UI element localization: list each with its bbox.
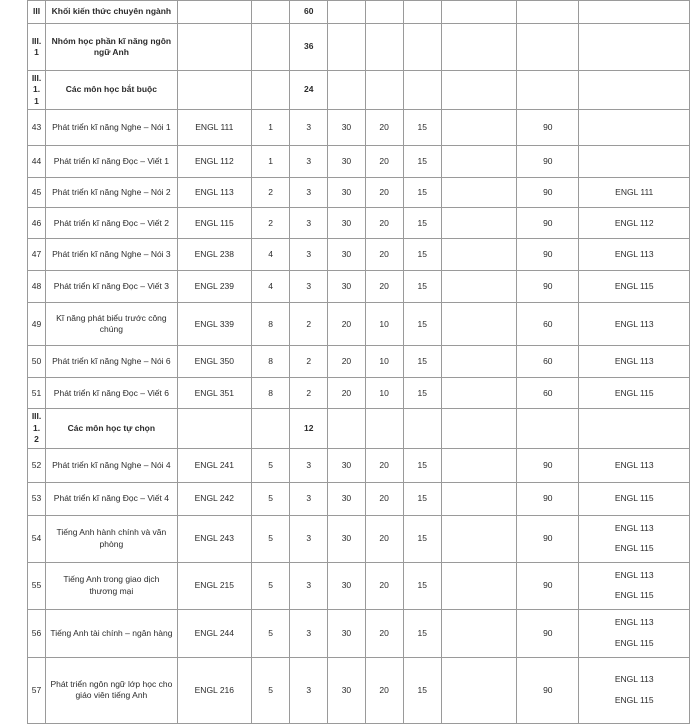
cell-ten-hoc-phan: Tiếng Anh tài chính – ngân hàng: [46, 609, 178, 657]
cell-cot-trong: [441, 378, 516, 409]
cell-tong-so-tiet: [517, 409, 579, 448]
prerequisite-list: [582, 493, 686, 504]
cell-tu-hoc: 15: [403, 346, 441, 378]
cell-tu-hoc: 15: [403, 657, 441, 723]
cell-hoc-ky: 8: [252, 378, 290, 409]
cell-hoc-phan-tien-quyet: [579, 657, 690, 723]
cell-ly-thuyet: 30: [328, 208, 365, 239]
cell-hoc-ky: 5: [252, 482, 290, 515]
cell-hoc-phan-tien-quyet: [579, 378, 690, 409]
cell-ma-hoc-phan: ENGL 242: [177, 482, 251, 515]
table-row: [28, 609, 690, 657]
cell-so-thu-tu: 44: [28, 146, 46, 178]
cell-hoc-ky: 4: [252, 239, 290, 271]
cell-hoc-ky: 2: [252, 178, 290, 208]
cell-ma-hoc-phan: ENGL 238: [177, 239, 251, 271]
cell-tu-hoc: [403, 1, 441, 24]
cell-tu-hoc: 15: [403, 146, 441, 178]
cell-tu-hoc: 15: [403, 609, 441, 657]
cell-ma-hoc-phan: ENGL 350: [177, 346, 251, 378]
cell-ten-hoc-phan: Các môn học bắt buộc: [46, 71, 178, 110]
cell-ly-thuyet: 30: [328, 482, 365, 515]
cell-thuc-hanh: [365, 1, 403, 24]
cell-so-tin-chi: 2: [290, 303, 328, 346]
prerequisite-code: ENGL 115: [614, 493, 654, 504]
cell-ten-hoc-phan: Tiếng Anh trong giao dịch thương mại: [46, 562, 178, 609]
cell-so-thu-tu: 52: [28, 448, 46, 482]
cell-ten-hoc-phan: Tiếng Anh hành chính và văn phòng: [46, 515, 178, 562]
cell-ten-hoc-phan: Phát triển kĩ năng Đọc – Viết 6: [46, 378, 178, 409]
cell-hoc-ky: [252, 1, 290, 24]
cell-cot-trong: [441, 271, 516, 303]
cell-ma-hoc-phan: ENGL 241: [177, 448, 251, 482]
cell-so-tin-chi: 3: [290, 448, 328, 482]
cell-ten-hoc-phan: Phát triển kĩ năng Đọc – Viết 1: [46, 146, 178, 178]
prerequisite-list: [582, 674, 686, 706]
cell-so-thu-tu: 46: [28, 208, 46, 239]
cell-so-thu-tu: 55: [28, 562, 46, 609]
cell-so-thu-tu: III.1.1: [28, 71, 46, 110]
cell-cot-trong: [441, 482, 516, 515]
prerequisite-code: ENGL 115: [614, 590, 654, 601]
prerequisite-code: ENGL 113: [614, 617, 654, 628]
cell-thuc-hanh: [365, 71, 403, 110]
cell-thuc-hanh: 20: [365, 271, 403, 303]
table-row: [28, 378, 690, 409]
cell-ten-hoc-phan: Phát triển ngôn ngữ lớp học cho giáo viên tiếng Anh: [46, 657, 178, 723]
cell-so-thu-tu: 56: [28, 609, 46, 657]
cell-hoc-ky: 2: [252, 208, 290, 239]
cell-so-tin-chi: 3: [290, 146, 328, 178]
cell-ly-thuyet: [328, 409, 365, 448]
cell-hoc-ky: 5: [252, 562, 290, 609]
cell-tong-so-tiet: 90: [517, 146, 579, 178]
cell-hoc-phan-tien-quyet: [579, 346, 690, 378]
cell-cot-trong: [441, 24, 516, 71]
prerequisite-list: [582, 319, 686, 330]
cell-so-thu-tu: 48: [28, 271, 46, 303]
table-body: [28, 1, 690, 724]
cell-cot-trong: [441, 1, 516, 24]
cell-tong-so-tiet: 90: [517, 657, 579, 723]
cell-ly-thuyet: [328, 71, 365, 110]
cell-thuc-hanh: 20: [365, 208, 403, 239]
cell-ma-hoc-phan: ENGL 111: [177, 110, 251, 146]
cell-tong-so-tiet: 90: [517, 482, 579, 515]
prerequisite-list: [582, 249, 686, 260]
cell-ly-thuyet: 30: [328, 515, 365, 562]
cell-ma-hoc-phan: ENGL 244: [177, 609, 251, 657]
cell-hoc-phan-tien-quyet: [579, 71, 690, 110]
cell-ly-thuyet: [328, 1, 365, 24]
cell-ten-hoc-phan: Phát triển kĩ năng Đọc – Viết 3: [46, 271, 178, 303]
table-row: [28, 208, 690, 239]
cell-ma-hoc-phan: ENGL 339: [177, 303, 251, 346]
cell-tong-so-tiet: 90: [517, 562, 579, 609]
cell-cot-trong: [441, 208, 516, 239]
cell-tong-so-tiet: [517, 24, 579, 71]
cell-tong-so-tiet: 90: [517, 271, 579, 303]
cell-cot-trong: [441, 609, 516, 657]
prerequisite-code: ENGL 113: [614, 522, 654, 533]
cell-thuc-hanh: 10: [365, 303, 403, 346]
cell-so-tin-chi: 3: [290, 482, 328, 515]
prerequisite-code: ENGL 115: [614, 637, 654, 648]
cell-so-thu-tu: 49: [28, 303, 46, 346]
table-row-section: [28, 71, 690, 110]
cell-ly-thuyet: 20: [328, 378, 365, 409]
cell-tong-so-tiet: 90: [517, 515, 579, 562]
cell-ten-hoc-phan: Khối kiến thức chuyên ngành: [46, 1, 178, 24]
cell-tong-so-tiet: 60: [517, 346, 579, 378]
table-row: [28, 346, 690, 378]
cell-hoc-phan-tien-quyet: [579, 110, 690, 146]
cell-so-thu-tu: 50: [28, 346, 46, 378]
cell-hoc-ky: 5: [252, 609, 290, 657]
cell-so-tin-chi: 3: [290, 657, 328, 723]
prerequisite-code: ENGL 115: [614, 543, 654, 554]
cell-tu-hoc: 15: [403, 562, 441, 609]
prerequisite-list: [582, 617, 686, 649]
table-row-section: [28, 1, 690, 24]
cell-tu-hoc: 15: [403, 482, 441, 515]
cell-ma-hoc-phan: [177, 71, 251, 110]
cell-cot-trong: [441, 110, 516, 146]
cell-cot-trong: [441, 657, 516, 723]
cell-hoc-ky: 4: [252, 271, 290, 303]
prerequisite-list: [582, 281, 686, 292]
cell-cot-trong: [441, 239, 516, 271]
table-row: [28, 303, 690, 346]
cell-thuc-hanh: 20: [365, 515, 403, 562]
cell-ten-hoc-phan: Kĩ năng phát biểu trước công chúng: [46, 303, 178, 346]
cell-ma-hoc-phan: [177, 409, 251, 448]
cell-so-tin-chi: 3: [290, 239, 328, 271]
cell-tu-hoc: 15: [403, 110, 441, 146]
cell-hoc-phan-tien-quyet: [579, 303, 690, 346]
cell-hoc-phan-tien-quyet: [579, 482, 690, 515]
cell-ma-hoc-phan: [177, 24, 251, 71]
cell-tong-so-tiet: 90: [517, 609, 579, 657]
prerequisite-code: ENGL 115: [614, 281, 654, 292]
cell-thuc-hanh: [365, 24, 403, 71]
cell-tu-hoc: 15: [403, 515, 441, 562]
cell-cot-trong: [441, 71, 516, 110]
prerequisite-list: [582, 218, 686, 229]
prerequisite-code: ENGL 111: [615, 187, 654, 198]
cell-hoc-ky: 1: [252, 146, 290, 178]
cell-thuc-hanh: 10: [365, 378, 403, 409]
prerequisite-list: [582, 356, 686, 367]
cell-hoc-ky: 5: [252, 657, 290, 723]
cell-so-thu-tu: 57: [28, 657, 46, 723]
cell-cot-trong: [441, 303, 516, 346]
cell-hoc-phan-tien-quyet: [579, 24, 690, 71]
cell-ly-thuyet: 20: [328, 346, 365, 378]
table-row-section: [28, 409, 690, 448]
cell-ly-thuyet: 30: [328, 562, 365, 609]
cell-hoc-ky: 1: [252, 110, 290, 146]
cell-tong-so-tiet: 90: [517, 110, 579, 146]
cell-ten-hoc-phan: Nhóm học phần kĩ năng ngôn ngữ Anh: [46, 24, 178, 71]
cell-tong-so-tiet: 90: [517, 239, 579, 271]
cell-so-thu-tu: 43: [28, 110, 46, 146]
cell-so-thu-tu: 47: [28, 239, 46, 271]
cell-tu-hoc: 15: [403, 303, 441, 346]
cell-tu-hoc: 15: [403, 448, 441, 482]
cell-ma-hoc-phan: ENGL 112: [177, 146, 251, 178]
cell-ly-thuyet: [328, 24, 365, 71]
cell-ma-hoc-phan: ENGL 243: [177, 515, 251, 562]
prerequisite-list: [582, 460, 686, 471]
prerequisite-code: ENGL 113: [614, 249, 654, 260]
cell-cot-trong: [441, 562, 516, 609]
cell-hoc-phan-tien-quyet: [579, 146, 690, 178]
cell-ly-thuyet: 30: [328, 110, 365, 146]
cell-ly-thuyet: 30: [328, 239, 365, 271]
cell-tong-so-tiet: [517, 1, 579, 24]
cell-thuc-hanh: 10: [365, 346, 403, 378]
prerequisite-list: [582, 523, 686, 555]
cell-hoc-ky: [252, 71, 290, 110]
cell-hoc-phan-tien-quyet: [579, 178, 690, 208]
table-row: [28, 178, 690, 208]
table-row: [28, 482, 690, 515]
cell-thuc-hanh: 20: [365, 482, 403, 515]
cell-thuc-hanh: 20: [365, 110, 403, 146]
cell-so-thu-tu: 54: [28, 515, 46, 562]
table-row: [28, 515, 690, 562]
cell-ly-thuyet: 30: [328, 178, 365, 208]
cell-hoc-phan-tien-quyet: [579, 239, 690, 271]
prerequisite-list: [582, 570, 686, 602]
cell-ten-hoc-phan: Phát triển kĩ năng Nghe – Nói 1: [46, 110, 178, 146]
cell-ma-hoc-phan: ENGL 239: [177, 271, 251, 303]
prerequisite-code: ENGL 113: [614, 356, 654, 367]
cell-thuc-hanh: 20: [365, 239, 403, 271]
cell-cot-trong: [441, 515, 516, 562]
cell-ten-hoc-phan: Phát triển kĩ năng Đọc – Viết 4: [46, 482, 178, 515]
table-row: [28, 146, 690, 178]
table-row: [28, 271, 690, 303]
cell-hoc-ky: 5: [252, 515, 290, 562]
table-row-section: [28, 24, 690, 71]
prerequisite-code: ENGL 113: [614, 459, 654, 470]
cell-so-tin-chi: 60: [290, 1, 328, 24]
cell-thuc-hanh: 20: [365, 448, 403, 482]
cell-cot-trong: [441, 448, 516, 482]
cell-hoc-phan-tien-quyet: [579, 271, 690, 303]
cell-tu-hoc: 15: [403, 208, 441, 239]
cell-tu-hoc: [403, 71, 441, 110]
cell-cot-trong: [441, 409, 516, 448]
cell-hoc-phan-tien-quyet: [579, 208, 690, 239]
cell-hoc-phan-tien-quyet: [579, 448, 690, 482]
table-row: [28, 657, 690, 723]
cell-so-tin-chi: 36: [290, 24, 328, 71]
cell-tu-hoc: 15: [403, 378, 441, 409]
cell-ly-thuyet: 30: [328, 448, 365, 482]
cell-thuc-hanh: 20: [365, 146, 403, 178]
cell-ma-hoc-phan: ENGL 113: [177, 178, 251, 208]
cell-ten-hoc-phan: Các môn học tự chọn: [46, 409, 178, 448]
cell-thuc-hanh: 20: [365, 178, 403, 208]
cell-ly-thuyet: 30: [328, 271, 365, 303]
cell-ly-thuyet: 30: [328, 609, 365, 657]
cell-tong-so-tiet: 90: [517, 178, 579, 208]
cell-ten-hoc-phan: Phát triển kĩ năng Nghe – Nói 4: [46, 448, 178, 482]
cell-so-thu-tu: 53: [28, 482, 46, 515]
cell-so-tin-chi: 12: [290, 409, 328, 448]
cell-so-tin-chi: 3: [290, 609, 328, 657]
cell-tu-hoc: [403, 409, 441, 448]
cell-so-tin-chi: 3: [290, 178, 328, 208]
cell-tu-hoc: 15: [403, 271, 441, 303]
curriculum-table: [27, 0, 690, 724]
cell-tu-hoc: 15: [403, 178, 441, 208]
table-row: [28, 239, 690, 271]
cell-ma-hoc-phan: ENGL 351: [177, 378, 251, 409]
cell-so-tin-chi: 3: [290, 110, 328, 146]
prerequisite-code: ENGL 112: [614, 217, 654, 228]
cell-so-thu-tu: III: [28, 1, 46, 24]
table-row: [28, 448, 690, 482]
cell-so-thu-tu: 45: [28, 178, 46, 208]
cell-thuc-hanh: 20: [365, 562, 403, 609]
cell-ly-thuyet: 30: [328, 146, 365, 178]
cell-so-tin-chi: 3: [290, 208, 328, 239]
cell-ten-hoc-phan: Phát triển kĩ năng Nghe – Nói 6: [46, 346, 178, 378]
cell-tu-hoc: [403, 24, 441, 71]
prerequisite-code: ENGL 113: [614, 569, 654, 580]
prerequisite-list: [582, 388, 686, 399]
cell-so-thu-tu: 51: [28, 378, 46, 409]
cell-tong-so-tiet: 90: [517, 448, 579, 482]
cell-hoc-ky: 5: [252, 448, 290, 482]
cell-ly-thuyet: 30: [328, 657, 365, 723]
cell-hoc-ky: 8: [252, 346, 290, 378]
cell-hoc-phan-tien-quyet: [579, 409, 690, 448]
cell-so-thu-tu: III.1: [28, 24, 46, 71]
cell-ma-hoc-phan: ENGL 115: [177, 208, 251, 239]
cell-hoc-phan-tien-quyet: [579, 515, 690, 562]
cell-tong-so-tiet: 60: [517, 303, 579, 346]
cell-so-tin-chi: 2: [290, 346, 328, 378]
cell-ma-hoc-phan: [177, 1, 251, 24]
cell-cot-trong: [441, 146, 516, 178]
cell-cot-trong: [441, 346, 516, 378]
table-row: [28, 110, 690, 146]
cell-thuc-hanh: 20: [365, 609, 403, 657]
cell-ma-hoc-phan: ENGL 216: [177, 657, 251, 723]
cell-hoc-phan-tien-quyet: [579, 609, 690, 657]
table-row: [28, 562, 690, 609]
prerequisite-code: ENGL 113: [614, 318, 654, 329]
prerequisite-code: ENGL 115: [614, 387, 654, 398]
cell-ten-hoc-phan: Phát triển kĩ năng Nghe – Nói 3: [46, 239, 178, 271]
cell-so-tin-chi: 3: [290, 271, 328, 303]
cell-so-tin-chi: 3: [290, 515, 328, 562]
cell-tong-so-tiet: 90: [517, 208, 579, 239]
cell-hoc-ky: [252, 409, 290, 448]
cell-so-tin-chi: 24: [290, 71, 328, 110]
cell-tu-hoc: 15: [403, 239, 441, 271]
cell-thuc-hanh: 20: [365, 657, 403, 723]
cell-cot-trong: [441, 178, 516, 208]
cell-ma-hoc-phan: ENGL 215: [177, 562, 251, 609]
cell-hoc-ky: 8: [252, 303, 290, 346]
prerequisite-code: ENGL 115: [614, 694, 654, 705]
cell-so-thu-tu: III.1.2: [28, 409, 46, 448]
cell-so-tin-chi: 2: [290, 378, 328, 409]
prerequisite-code: ENGL 113: [614, 674, 654, 685]
cell-tong-so-tiet: 60: [517, 378, 579, 409]
cell-ly-thuyet: 20: [328, 303, 365, 346]
cell-ten-hoc-phan: Phát triển kĩ năng Đọc – Viết 2: [46, 208, 178, 239]
cell-hoc-phan-tien-quyet: [579, 1, 690, 24]
cell-thuc-hanh: [365, 409, 403, 448]
cell-hoc-ky: [252, 24, 290, 71]
cell-ten-hoc-phan: Phát triển kĩ năng Nghe – Nói 2: [46, 178, 178, 208]
cell-hoc-phan-tien-quyet: [579, 562, 690, 609]
cell-tong-so-tiet: [517, 71, 579, 110]
cell-so-tin-chi: 3: [290, 562, 328, 609]
prerequisite-list: [582, 187, 686, 198]
